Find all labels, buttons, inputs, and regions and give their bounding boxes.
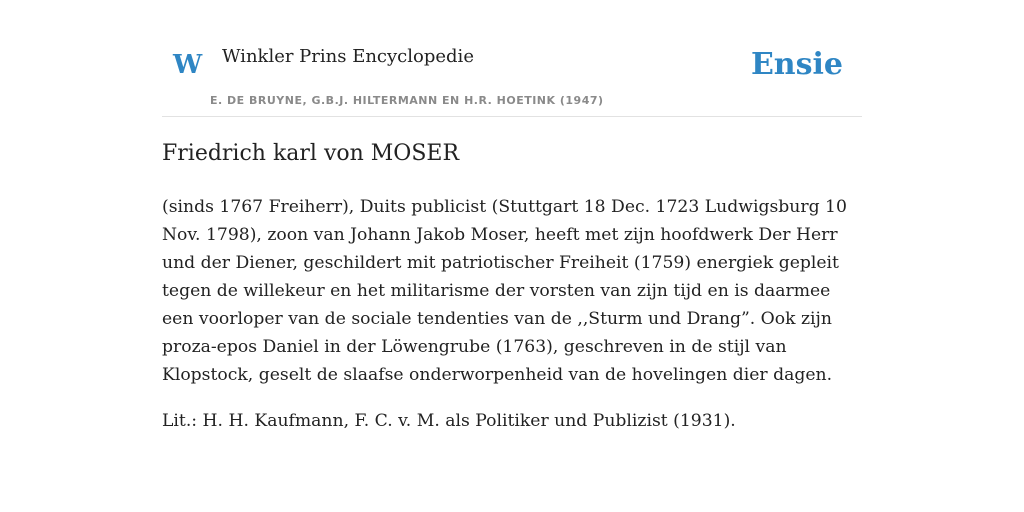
entry-body: (sinds 1767 Freiherr), Duits publicist (Stuttgart 18 Dec. 1723 Ludwigsburg 10 Nov. 1798), zoon van Johann Jakob Moser, heeft met zijn hoofdwerk Der Herr und der Diener, geschildert mit patriotischer Freiheit (1759) energiek gepleit tegen de willekeur en het militarisme der vorsten van zijn tijd en is daarmee een voorloper van de sociale tendenties van de ,,Sturm und Drang”. Ook zijn proza-epos Daniel in der Löwengrube (1763), geschreven in de stijl van Klopstock, geselt de slaafse onderworpenheid van de hovelingen dier dagen. [162, 197, 847, 385]
header [162, 0, 862, 117]
entry-literature: Lit.: H. H. Kaufmann, F. C. v. M. als Politiker und Publizist (1931). [162, 411, 736, 431]
publication-authors: E. DE BRUYNE, G.B.J. HILTERMANN EN H.R. HOETINK (1947) [210, 94, 604, 107]
entry-title: Friedrich karl von MOSER [162, 141, 460, 166]
publication-title[interactable]: Winkler Prins Encyclopedie [222, 46, 474, 67]
ensie-logo-link[interactable]: Ensie [750, 47, 843, 82]
publication-logo[interactable]: W [173, 50, 203, 80]
